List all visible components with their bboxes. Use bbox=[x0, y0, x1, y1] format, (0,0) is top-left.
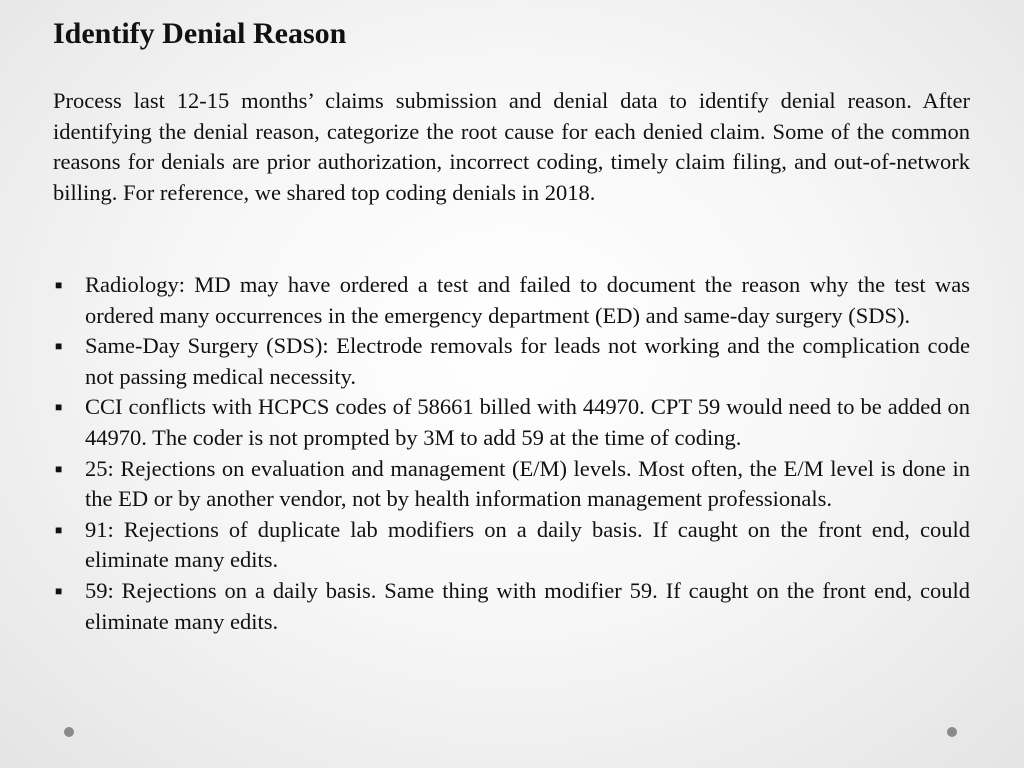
square-bullet-icon: ■ bbox=[55, 522, 63, 537]
list-item-text: Same-Day Surgery (SDS): Electrode removals for leads not working and the complication code not passing medical necessity. bbox=[85, 333, 970, 389]
list-item-text: 25: Rejections on evaluation and management (E/M) levels. Most often, the E/M level is done in the ED or by another vendor, not by health information management professionals. bbox=[85, 455, 970, 512]
square-bullet-icon: ■ bbox=[55, 278, 63, 292]
list-item bbox=[53, 331, 970, 392]
slide-title: Identify Denial Reason bbox=[53, 17, 347, 50]
list-item bbox=[53, 392, 970, 453]
square-bullet-icon: ■ bbox=[55, 583, 63, 598]
intro-paragraph: Process last 12-15 months’ claims submission and denial data to identify denial reason. After identifying the denial reason, categorize the root cause for each denied claim. Some of the common reasons for denials are prior authorization, incorrect coding, timely claim filing, and out-of-network billing. For reference, we shared top coding denials in 2018. bbox=[53, 88, 970, 205]
decorative-dot-left bbox=[64, 727, 74, 737]
decorative-dot-right bbox=[947, 727, 957, 737]
slide-content bbox=[53, 0, 970, 768]
square-bullet-icon: ■ bbox=[55, 461, 63, 476]
list-item bbox=[53, 515, 970, 576]
list-item-text: 91: Rejections of duplicate lab modifiers on a daily basis. If caught on the front end, could eliminate many edits. bbox=[85, 516, 970, 573]
list-item bbox=[53, 270, 970, 331]
denial-reason-list bbox=[53, 270, 970, 637]
list-item-text: 59: Rejections on a daily basis. Same thing with modifier 59. If caught on the front end, could eliminate many edits. bbox=[85, 577, 970, 634]
square-bullet-icon: ■ bbox=[55, 400, 63, 415]
square-bullet-icon: ■ bbox=[55, 339, 63, 354]
list-item bbox=[53, 576, 970, 637]
list-item-text: CCI conflicts with HCPCS codes of 58661 billed with 44970. CPT 59 would need to be added on 44970. The coder is not prompted by 3M to add 59 at the time of coding. bbox=[85, 394, 970, 450]
list-item-text: Radiology: MD may have ordered a test and failed to document the reason why the test was ordered many occurrences in the emergency department (ED) and same-day surgery (SDS). bbox=[85, 272, 970, 328]
list-item bbox=[53, 454, 970, 515]
